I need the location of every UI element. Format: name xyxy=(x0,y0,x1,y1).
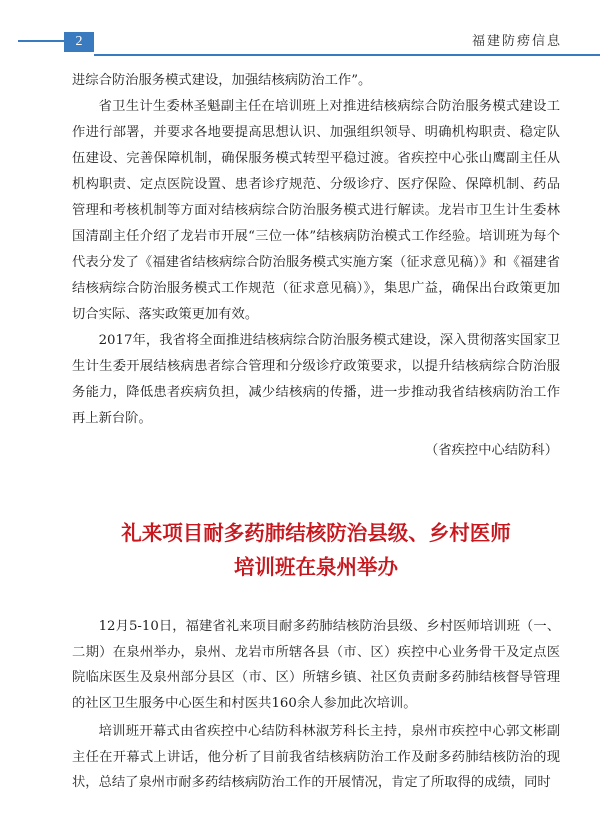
header-rule-left xyxy=(18,40,64,42)
header-rule xyxy=(94,54,600,56)
paragraph: 2017年，我省将全面推进结核病综合防治服务模式建设，深入贯彻落实国家卫生计生委开展结核病患者综合管理和分级诊疗政策要求，以提升结核病综合防治服务能力，降低患者疾病负担，减少结核病的传播，进一步推动我省结核病防治工作再上新台阶。 xyxy=(72,333,560,426)
paragraph: 培训班开幕式由省疾控中心结防科林淑芳科长主持，泉州市疾控中心郭文彬副主任在开幕式上讲话，他分析了目前我省结核病防治工作及耐多药肺结核防治的现状，总结了泉州市耐多药结核病防治工作的开展情况，肯定了所取得的成绩，同时 xyxy=(72,724,560,790)
article-title-line-2: 培训班在泉州举办 xyxy=(234,555,398,579)
page-header xyxy=(0,0,600,70)
paragraph: 省卫生计生委林圣魁副主任在培训班上对推进结核病综合防治服务模式建设工作进行部署，并要求各地要提高思想认识、加强组织领导、明确机构职责、稳定队伍建设、完善保障机制，确保服务模式转型平稳过渡。省疾控中心张山鹰副主任从机构职责、定点医院设置、患者诊疗规范、分级诊疗、医疗保险、保障机制、药品管理和考核机制等方面对结核病综合防治服务模式进行解读。龙岩市卫生计生委林国清副主任介绍了龙岩市开展“三位一体”结核病防治模式工作经验。培训班为每个代表分发了《福建省结核病综合防治服务模式实施方案（征求意见稿）》和《福建省结核病综合防治服务模式工作规范（征求意见稿）》，集思广益，确保出台政策更加切合实际、落实政策更加有效。 xyxy=(72,99,560,322)
article-title xyxy=(72,516,560,584)
page-number-badge: 2 xyxy=(64,32,94,52)
article-source: （省疾控中心结防科） xyxy=(425,443,558,458)
publication-title: 福建防痨信息 xyxy=(471,34,562,49)
page-content xyxy=(72,68,560,796)
article-previous-continuation xyxy=(72,68,560,464)
article-body xyxy=(72,614,560,796)
paragraph: 12月5-10日，福建省礼来项目耐多药肺结核防治县级、乡村医师培训班（一、二期）在泉州举办，泉州、龙岩市所辖各县（市、区）疾控中心业务骨干及定点医院临床医生及泉州部分县区（市、区）所辖乡镇、社区负责耐多药肺结核督导管理的社区卫生服务中心医生和村医共160余人参加此次培训。 xyxy=(72,619,560,711)
article-title-line-1: 礼来项目耐多药肺结核防治县级、乡村医师 xyxy=(121,521,511,545)
paragraph: 进综合防治服务模式建设，加强结核病防治工作”。 xyxy=(72,73,372,88)
